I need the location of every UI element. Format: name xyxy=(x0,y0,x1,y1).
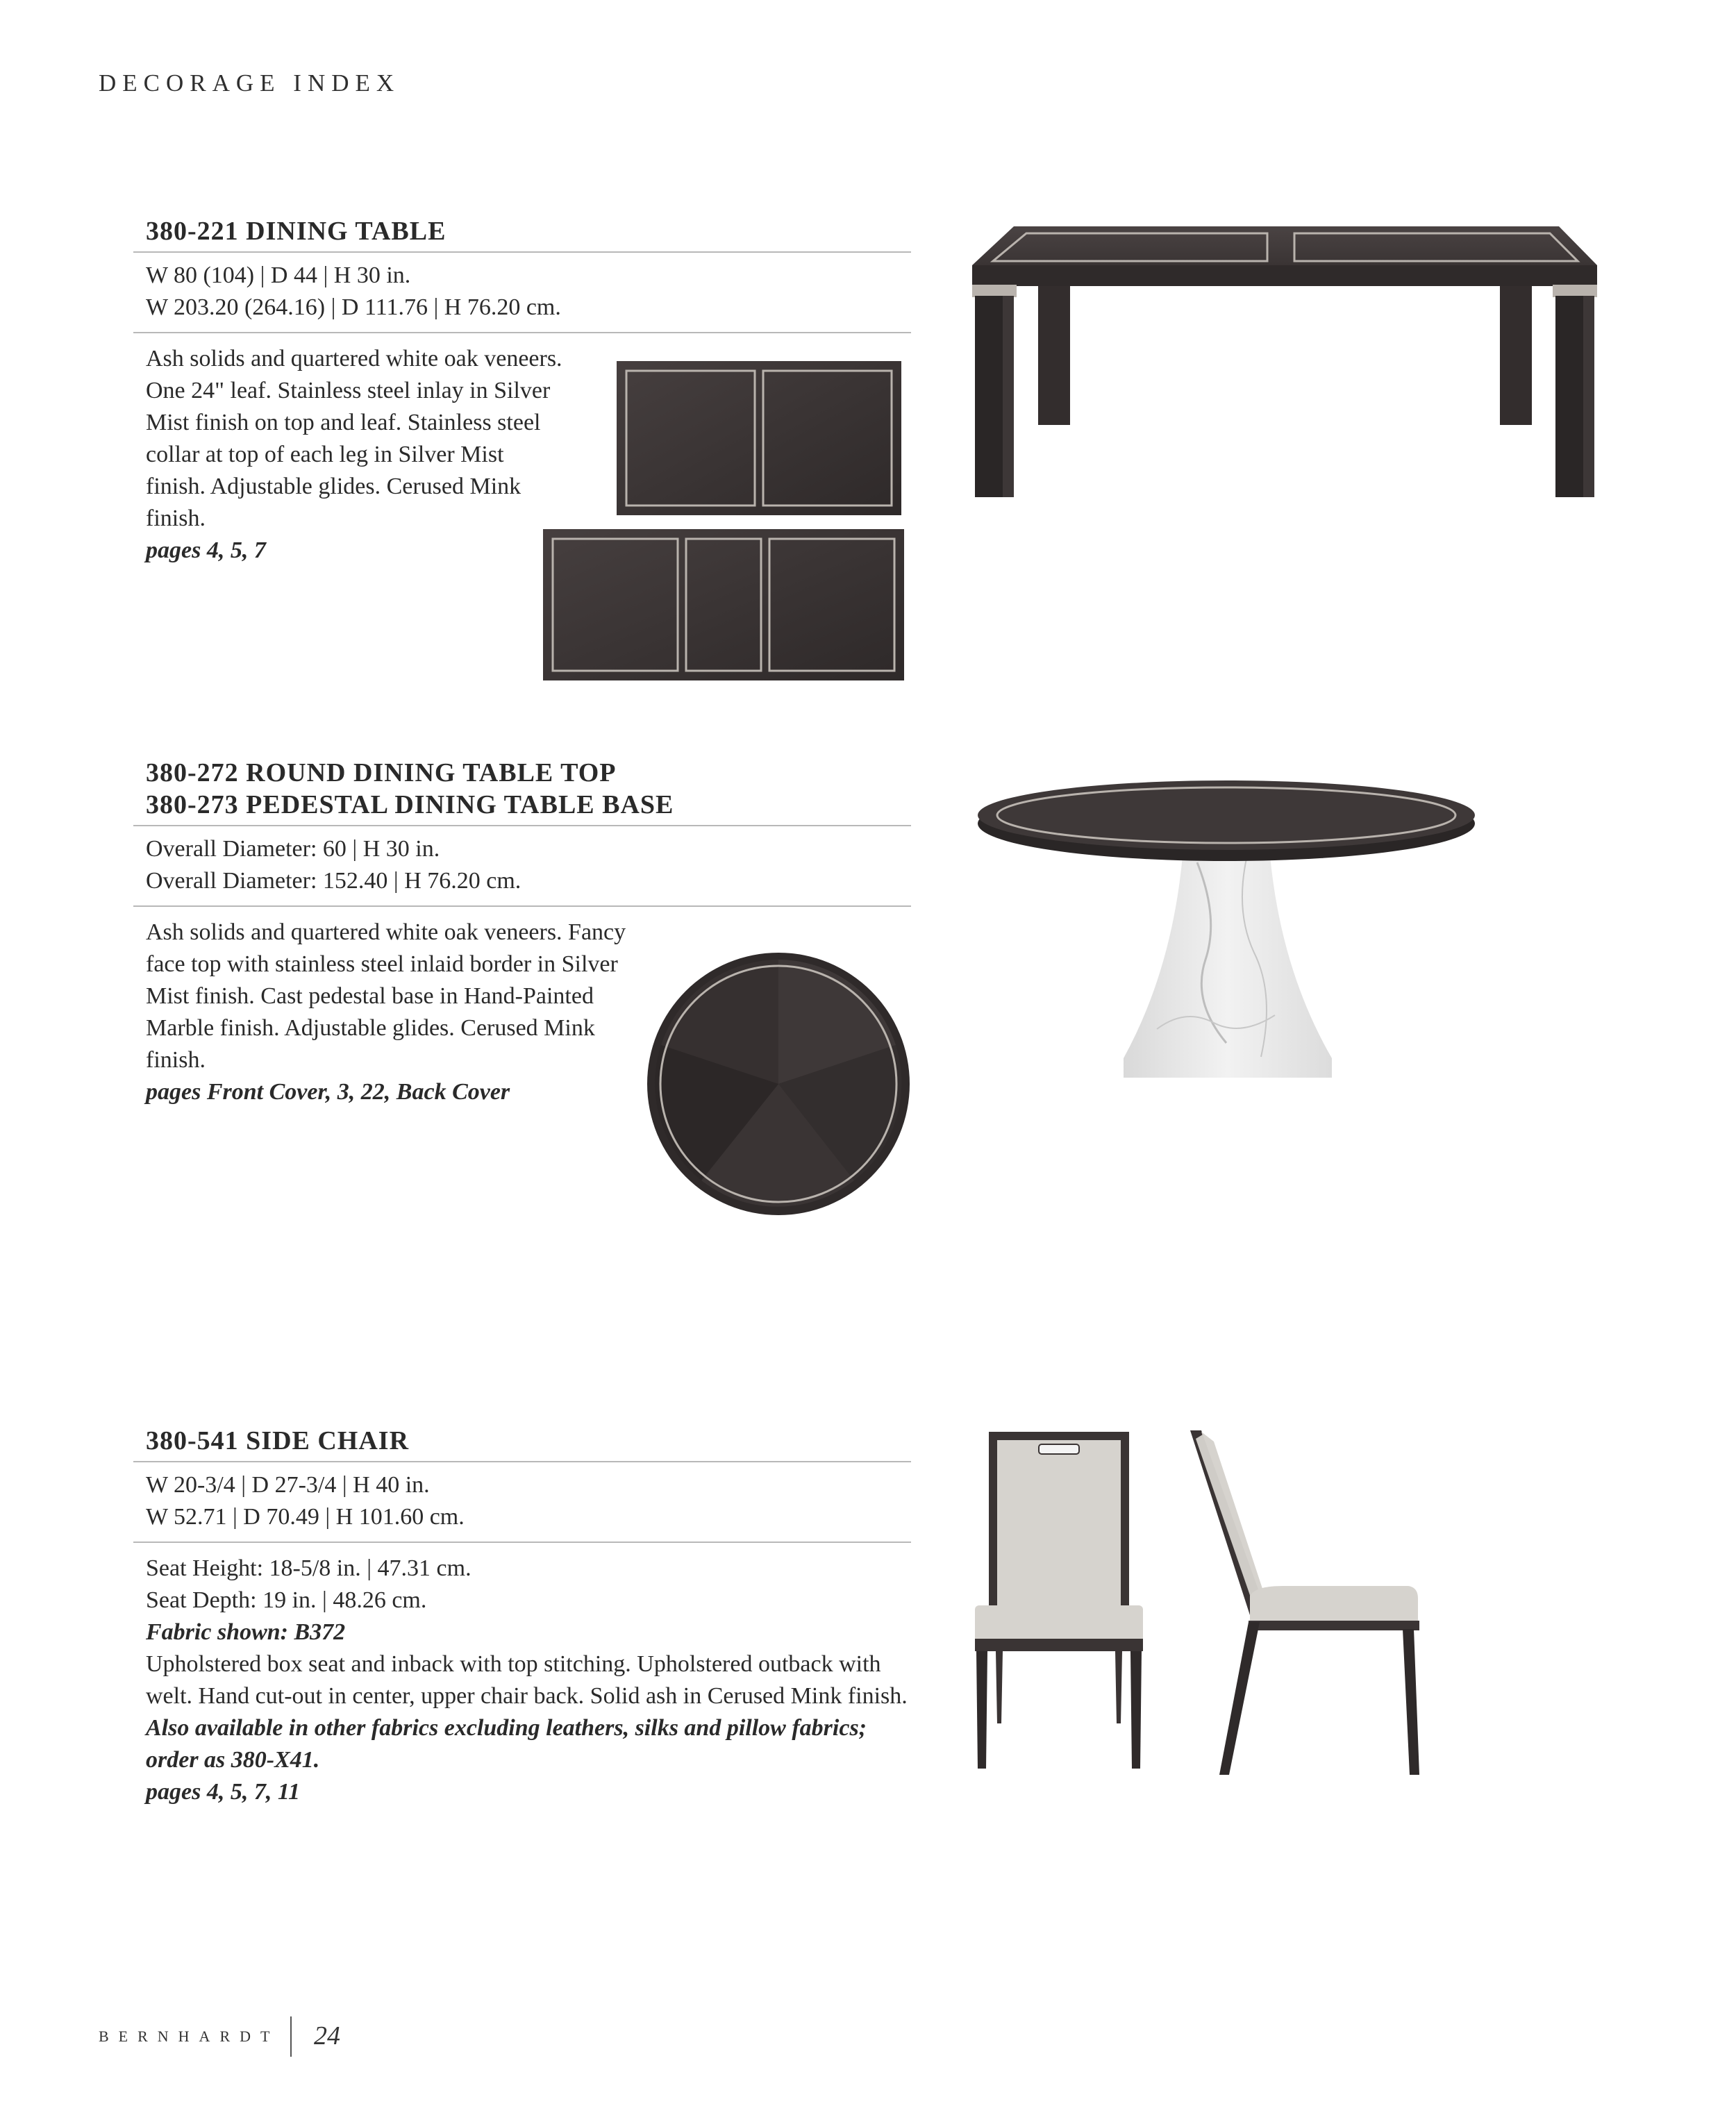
side-chair-front-view xyxy=(972,1432,1146,1769)
description xyxy=(146,907,646,1108)
page-references: pages 4, 5, 7, 11 xyxy=(146,1779,300,1805)
product-title-base: 380-273 PEDESTAL DINING TABLE BASE xyxy=(146,790,674,819)
product-side-chair xyxy=(146,1425,924,1808)
page-number: 24 xyxy=(314,2021,340,2050)
description-text: Upholstered box seat and inback with top stitching. Upholstered outback with welt. Hand cut-out in center, upper chair back. Solid ash in Cerused Mink finish. xyxy=(146,1651,908,1709)
seat-height: Seat Height: 18-5/8 in. | 47.31 cm. xyxy=(146,1555,471,1581)
product-title-top: 380-272 ROUND DINING TABLE TOP xyxy=(146,758,617,787)
description xyxy=(146,333,562,567)
page-references: pages Front Cover, 3, 22, Back Cover xyxy=(146,1079,510,1105)
dimensions-inches: W 20-3/4 | D 27-3/4 | H 40 in. xyxy=(146,1472,430,1498)
page-references: pages 4, 5, 7 xyxy=(146,537,266,563)
dimensions xyxy=(146,1462,924,1542)
dimensions-cm: W 203.20 (264.16) | D 111.76 | H 76.20 cm. xyxy=(146,294,561,320)
description-text: Ash solids and quartered white oak veneers. Fancy face top with stainless steel inlaid border in Silver Mist finish. Cast pedestal base in Hand-Painted Marble finish. Adjustable glides. Cerused Mink finish. xyxy=(146,919,626,1073)
dimensions-cm: W 52.71 | D 70.49 | H 101.60 cm. xyxy=(146,1504,465,1530)
dining-table-top-view-closed xyxy=(617,361,901,515)
dimensions xyxy=(146,826,924,905)
dimensions-inches: W 80 (104) | D 44 | H 30 in. xyxy=(146,262,411,288)
description xyxy=(146,1543,910,1808)
product-title: 380-221 DINING TABLE xyxy=(146,217,446,246)
dimensions-cm: Overall Diameter: 152.40 | H 76.20 cm. xyxy=(146,868,521,894)
product-title: 380-541 SIDE CHAIR xyxy=(146,1426,410,1455)
footer-divider xyxy=(290,2016,292,2057)
running-head: DECORAGE INDEX xyxy=(99,69,401,97)
side-chair-side-view xyxy=(1186,1429,1422,1776)
fabric-shown: Fabric shown: B372 xyxy=(146,1619,346,1645)
round-table-perspective xyxy=(976,779,1476,1085)
dining-table-perspective xyxy=(972,224,1597,498)
description-text: Ash solids and quartered white oak veneers. One 24" leaf. Stainless steel inlay in Silver Mist finish on top and leaf. Stainless steel collar at top of each leg in Silver Mist finish. Adjustable glides. Cerused Mink finish. xyxy=(146,346,562,531)
footer-brand: BERNHARDT xyxy=(99,2028,280,2045)
product-title xyxy=(146,757,924,825)
dimensions-inches: Overall Diameter: 60 | H 30 in. xyxy=(146,836,440,862)
seat-depth: Seat Depth: 19 in. | 48.26 cm. xyxy=(146,1587,427,1613)
round-table-top-view xyxy=(646,951,911,1217)
dining-table-top-view-extended xyxy=(543,529,904,680)
availability-note: Also available in other fabrics excluding leathers, silks and pillow fabrics; order as 380-X41. xyxy=(146,1715,867,1773)
dimensions xyxy=(146,253,924,332)
